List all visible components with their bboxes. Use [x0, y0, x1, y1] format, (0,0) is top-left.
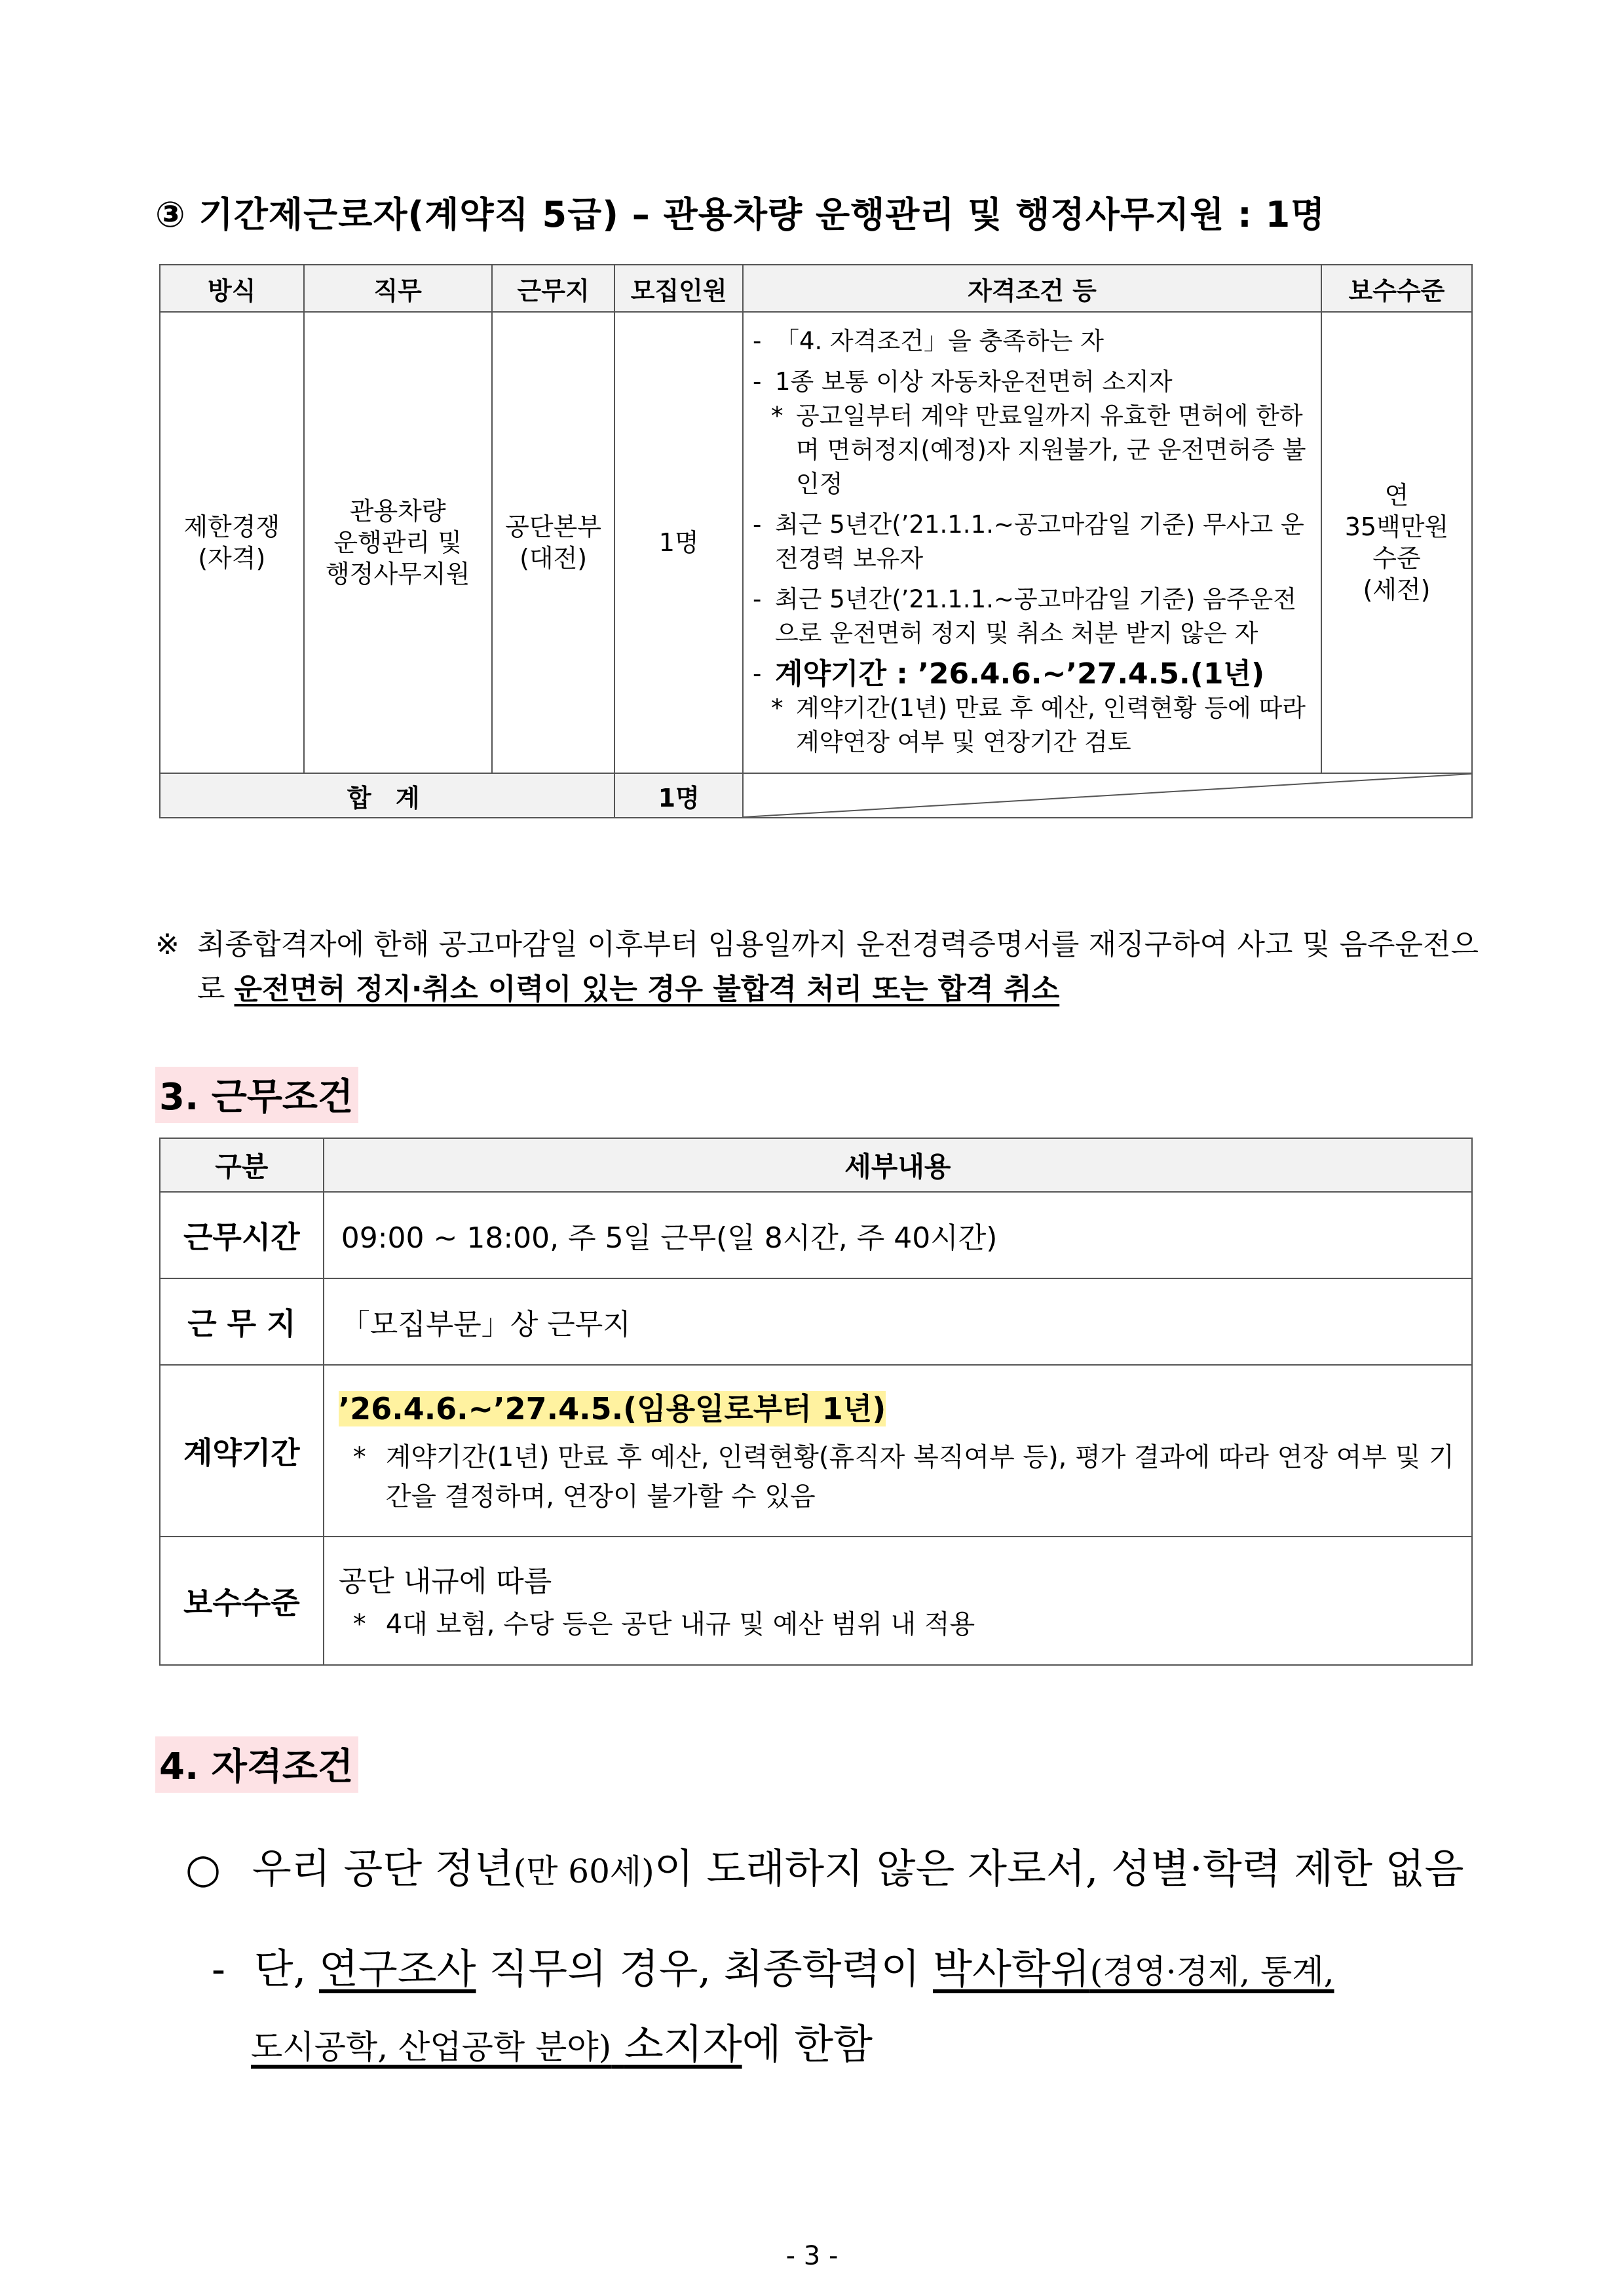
col-duty: 직무: [304, 265, 492, 312]
req-underlined: [251, 2020, 742, 2068]
recruit-table: [159, 264, 1473, 818]
section-4-title: 4. 자격조건: [155, 1736, 358, 1793]
dash: -: [212, 1945, 225, 1993]
req-text: 이 도래하지 않은 자로서, 성별·학력 제한 없음: [654, 1845, 1464, 1892]
method-line: (자격): [198, 544, 266, 573]
col-detail: 세부내용: [324, 1138, 1472, 1192]
duty-line: 관용차량: [349, 497, 446, 526]
term-cell: [324, 1365, 1472, 1537]
pay-line: (세전): [1363, 575, 1431, 604]
hours-value: 09:00 ~ 18:00, 주 5일 근무(일 8시간, 주 40시간): [324, 1192, 1472, 1278]
place-line: 공단본부: [505, 512, 602, 541]
qual-note: * 계약기간(1년) 만료 후 예산, 인력현황 등에 따라 계약연장 여부 및 연장기간 검토: [753, 691, 1313, 759]
pay-note: * 4대 보험, 수당 등은 공단 내규 및 예산 범위 내 적용: [339, 1605, 1458, 1644]
col-pay: 보수수준: [1321, 265, 1472, 312]
req-text: 에 한함: [742, 2020, 873, 2068]
pay-line: 35백만원: [1344, 512, 1449, 541]
qual-item: - 계약기간 : ’26.4.6.~’27.4.5.(1년): [752, 657, 1265, 691]
col-category: 구분: [160, 1138, 324, 1192]
duty-cell: [304, 312, 492, 773]
contract-period: 계약기간 : ’26.4.6.~’27.4.5.(1년): [774, 657, 1265, 691]
heading-text: 기간제근로자(계약직 5급) – 관용차량 운행관리 및 행정사무지원 : 1명: [198, 194, 1326, 235]
hours-key: 근무시간: [160, 1192, 324, 1278]
term-value: ’26.4.6.~’27.4.5.(임용일로부터 1년): [338, 1391, 886, 1426]
table-row: [160, 312, 1472, 773]
pay-note-text: 4대 보험, 수당 등은 공단 내규 및 예산 범위 내 적용: [385, 1609, 975, 1639]
pay-value: 공단 내규에 따름: [338, 1565, 552, 1598]
recruit-table-header: [160, 265, 1472, 312]
heading-number: ③: [155, 194, 186, 235]
col-qualification: 자격조건 등: [743, 265, 1321, 312]
qual-item: - 「4. 자격조건」을 충족하는 자: [753, 324, 1313, 358]
requirement-line-1: [185, 1836, 1463, 1894]
req-text: 단,: [254, 1945, 307, 1993]
pay-cell: [324, 1537, 1472, 1665]
method-cell: [160, 312, 304, 773]
col-method: 방식: [160, 265, 304, 312]
duty-line: 행정사무지원: [326, 560, 470, 588]
qual-item: - 1종 보통 이상 자동차운전면허 소지자: [753, 365, 1313, 399]
pay-line: 연: [1384, 481, 1409, 510]
section-3-title: 3. 근무조건: [155, 1067, 358, 1123]
pay-cell: [1321, 312, 1472, 773]
total-row: [160, 773, 1472, 818]
req-text-small: (만 60세): [513, 1852, 654, 1890]
req-text: 우리 공단 정년: [252, 1845, 514, 1892]
notice-emphasis: 운전면허 정지·취소 이력이 있는 경우 불합격 처리 또는 합격 취소: [234, 972, 1060, 1006]
count-cell: 1명: [614, 312, 743, 773]
diagonal-line: [744, 774, 1471, 817]
qualification-cell: [743, 312, 1321, 773]
qual-text: 최근 5년간(’21.1.1.~공고마감일 기준) 음주운전으로 운전면허 정지 및 취소 처분 받지 않은 자: [774, 585, 1296, 647]
req-underlined: [933, 1945, 1334, 1993]
req-fields: (경영·경제, 통계,: [1089, 1953, 1334, 1991]
table-row: [160, 1192, 1472, 1278]
pay-key: 보수수준: [160, 1537, 324, 1665]
requirement-line-2: [212, 1936, 1334, 1995]
qual-text: 최근 5년간(’21.1.1.~공고마감일 기준) 무사고 운전경력 보유자: [774, 510, 1304, 573]
qual-item: - 최근 5년간(’21.1.1.~공고마감일 기준) 무사고 운전경력 보유자: [753, 508, 1313, 576]
qual-text: 「4. 자격조건」을 충족하는 자: [774, 327, 1104, 355]
req-text: 소지자: [624, 2020, 742, 2068]
place-value: 「모집부문」상 근무지: [324, 1278, 1472, 1365]
term-note-text: 계약기간(1년) 만료 후 예산, 인력현황(휴직자 복직여부 등), 평가 결과에 따라 연장 여부 및 기간을 결정하며, 연장이 불가할 수 있음: [385, 1442, 1454, 1512]
qual-note-text: 공고일부터 계약 만료일까지 유효한 면허에 한하며 면허정지(예정)자 지원불가, 군 운전면허증 불인정: [795, 402, 1306, 498]
place-line: (대전): [519, 544, 588, 573]
col-place: 근무지: [492, 265, 615, 312]
total-count: 1명: [614, 773, 743, 818]
page-number: - 3 -: [785, 2241, 839, 2271]
place-cell: [492, 312, 615, 773]
method-line: 제한경쟁: [183, 512, 280, 541]
notice-paragraph: [155, 923, 1479, 1012]
table-row: [160, 1537, 1472, 1665]
term-key: 계약기간: [160, 1365, 324, 1537]
position-heading: [155, 187, 1325, 237]
qual-note: * 공고일부터 계약 만료일까지 유효한 면허에 한하며 면허정지(예정)자 지원불가, 군 운전면허증 불인정: [753, 399, 1313, 501]
req-text: 직무의 경우, 최종학력이: [489, 1945, 920, 1993]
table-row: [160, 1365, 1472, 1537]
req-underlined: 연구조사: [319, 1945, 476, 1993]
work-conditions-table: [159, 1138, 1473, 1666]
notice-text: 최종합격자에 한해 공고마감일 이후부터 임용일까지 운전경력증명서를 재징구하여 사고 및 음주운전으로: [197, 928, 1479, 1006]
notice-mark: ※: [155, 928, 179, 961]
total-label: 합 계: [160, 773, 614, 818]
table-row: [160, 1278, 1472, 1365]
work-table-header: [160, 1138, 1472, 1192]
duty-line: 운행관리 및: [333, 528, 462, 557]
qual-note-text: 계약기간(1년) 만료 후 예산, 인력현황 등에 따라 계약연장 여부 및 연장기간 검토: [795, 694, 1306, 756]
bullet: ○: [185, 1845, 221, 1892]
col-count: 모집인원: [614, 265, 743, 312]
pay-line: 수준: [1372, 544, 1421, 573]
term-note: * 계약기간(1년) 만료 후 예산, 인력현황(휴직자 복직여부 등), 평가 결과에 따라 연장 여부 및 기간을 결정하며, 연장이 불가할 수 있음: [339, 1438, 1458, 1516]
req-fields: 도시공학, 산업공학 분야): [251, 2028, 612, 2066]
req-degree: 박사학위: [933, 1945, 1090, 1993]
requirement-line-3: [251, 2012, 873, 2070]
qual-text: 1종 보통 이상 자동차운전면허 소지자: [774, 368, 1173, 396]
total-empty-cell: [743, 773, 1472, 818]
qual-item: - 최근 5년간(’21.1.1.~공고마감일 기준) 음주운전으로 운전면허 정지 및 취소 처분 받지 않은 자: [753, 583, 1313, 651]
place-key: 근 무 지: [160, 1278, 324, 1365]
